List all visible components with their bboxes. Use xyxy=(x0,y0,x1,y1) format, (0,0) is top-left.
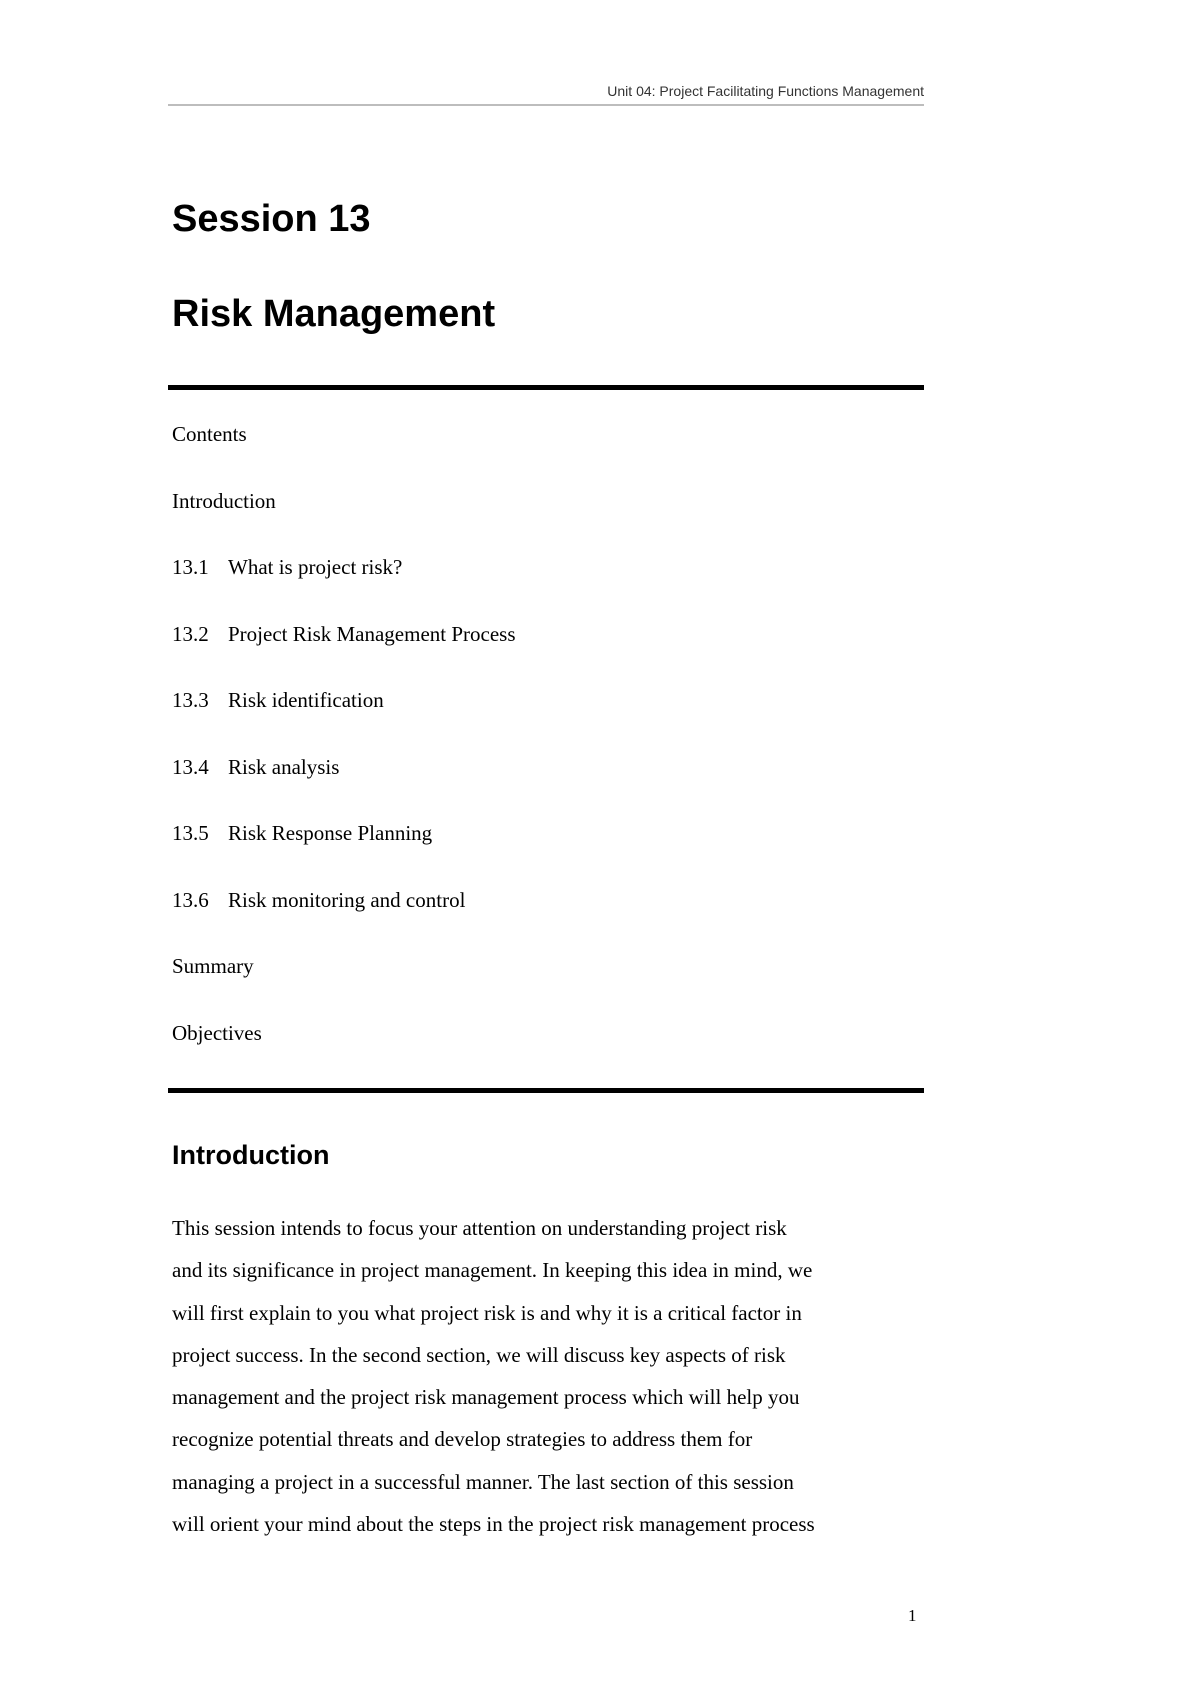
introduction-line: managing a project in a successful manner. The last section of this session xyxy=(172,1469,794,1494)
contents-list xyxy=(172,418,516,1083)
contents-item-13-3 xyxy=(172,684,516,751)
contents-number: 13.3 xyxy=(172,688,209,712)
contents-item-13-2 xyxy=(172,618,516,685)
contents-item-introduction xyxy=(172,485,516,552)
contents-label: Summary xyxy=(172,954,254,978)
contents-label: Contents xyxy=(172,422,247,446)
introduction-line: and its significance in project management. In keeping this idea in mind, we xyxy=(172,1258,813,1283)
contents-number: 13.6 xyxy=(172,887,209,912)
session-title: Session 13 xyxy=(172,198,371,240)
contents-item-13-6 xyxy=(172,884,516,951)
contents-item-objectives xyxy=(172,1017,516,1084)
topic-title: Risk Management xyxy=(172,293,496,335)
introduction-line: management and the project risk management process which will help you xyxy=(172,1385,800,1410)
page-header xyxy=(168,82,924,106)
introduction-line: will orient your mind about the steps in the project risk management process xyxy=(172,1512,815,1537)
page-number: 1 xyxy=(908,1606,917,1625)
contents-number: 13.5 xyxy=(172,821,209,845)
running-header-title: Unit 04: Project Facilitating Functions Management xyxy=(607,83,924,99)
introduction-line: project success. In the second section, we will discuss key aspects of risk xyxy=(172,1342,786,1367)
contents-top-rule xyxy=(168,385,924,390)
contents-bottom-rule xyxy=(168,1088,924,1093)
introduction-heading: Introduction xyxy=(172,1140,330,1170)
introduction-line: This session intends to focus your attention on understanding project risk xyxy=(172,1216,787,1240)
contents-label: Risk analysis xyxy=(228,754,340,779)
contents-number: 13.1 xyxy=(172,555,209,579)
contents-number: 13.2 xyxy=(172,621,209,646)
contents-label: Risk identification xyxy=(228,688,384,712)
contents-label: Objectives xyxy=(172,1020,262,1045)
contents-item-contents xyxy=(172,418,516,485)
contents-label: Risk monitoring and control xyxy=(228,887,466,912)
contents-item-summary xyxy=(172,950,516,1017)
introduction-line: will first explain to you what project risk is and why it is a critical factor in xyxy=(172,1300,802,1325)
contents-label: Risk Response Planning xyxy=(228,821,433,845)
introduction-paragraph xyxy=(172,1212,932,1550)
contents-item-13-5 xyxy=(172,817,516,884)
contents-item-13-4 xyxy=(172,751,516,818)
contents-label: Introduction xyxy=(172,488,276,513)
contents-number: 13.4 xyxy=(172,754,209,779)
contents-item-13-1 xyxy=(172,551,516,618)
introduction-line: recognize potential threats and develop strategies to address them for xyxy=(172,1427,753,1452)
contents-label: Project Risk Management Process xyxy=(228,621,516,646)
contents-label: What is project risk? xyxy=(228,555,403,579)
